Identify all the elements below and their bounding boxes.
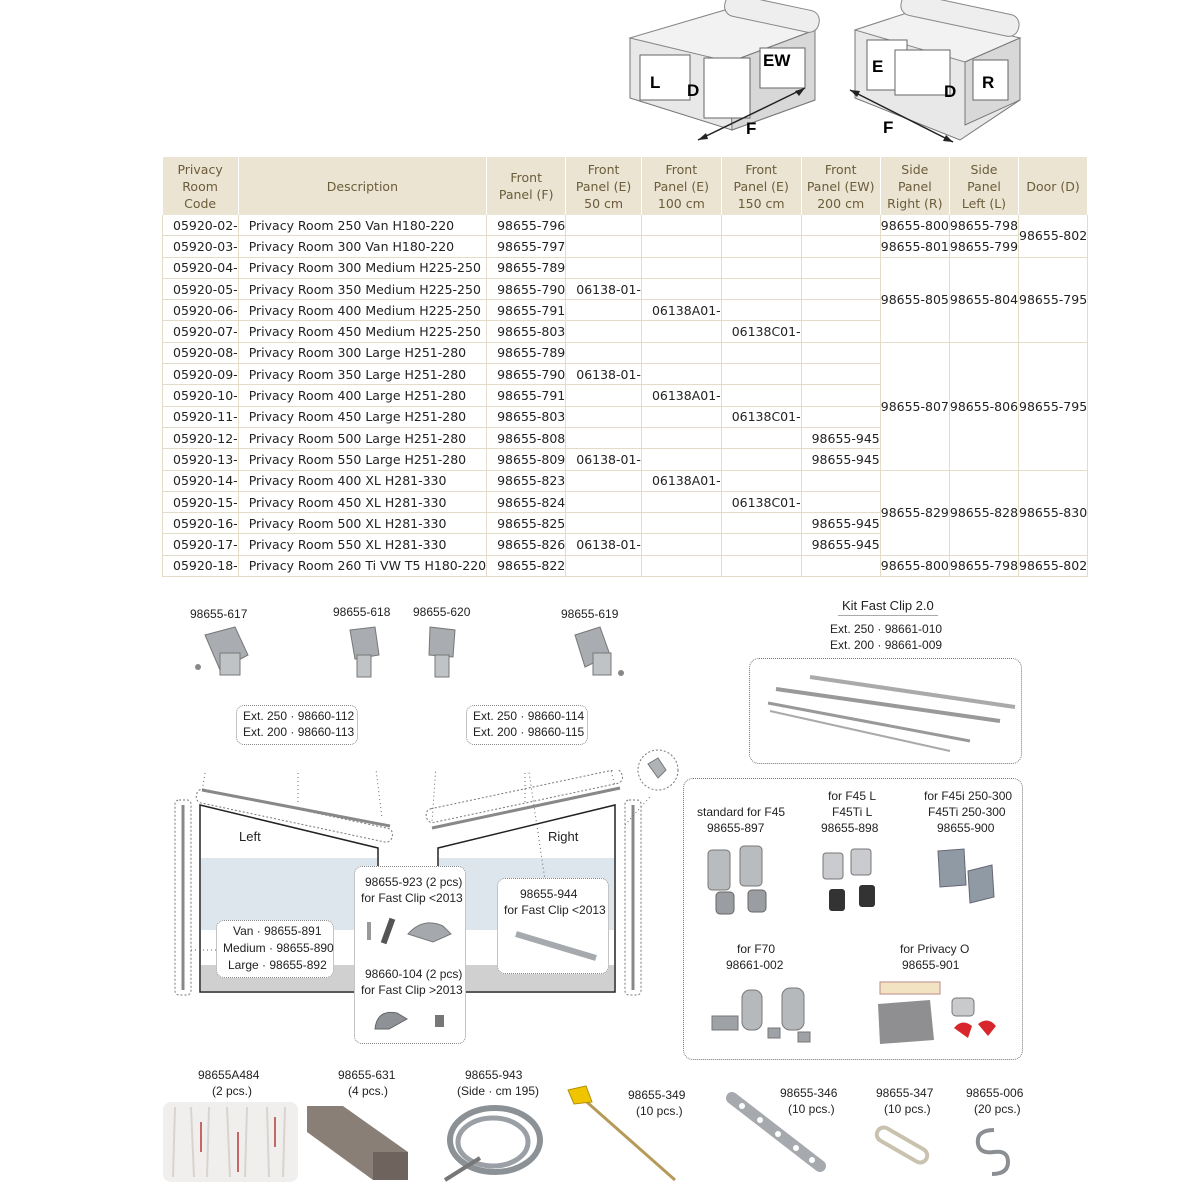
door-cell: 98655-802 xyxy=(1019,555,1088,576)
part-98660-104-note: for Fast Clip >2013 xyxy=(361,983,463,997)
label-EW: EW xyxy=(763,51,791,70)
pole-van: Van · 98655-891 xyxy=(233,924,322,938)
table-cell: 98655-945 xyxy=(801,513,880,534)
table-cell: 05920-09- xyxy=(163,364,239,385)
table-cell xyxy=(566,427,642,448)
table-cell xyxy=(801,321,880,342)
table-cell xyxy=(801,555,880,576)
table-cell xyxy=(566,513,642,534)
acc-98655-631-code: 98655-631 xyxy=(338,1068,396,1082)
table-cell xyxy=(641,491,721,512)
part-98655-923: 98655-923 (2 pcs) xyxy=(365,875,463,889)
side-panel-right-cell: 98655-805 xyxy=(880,257,949,342)
acc-hook-image xyxy=(968,1124,1018,1179)
header-8: Side Panel Left (L) xyxy=(949,157,1018,215)
table-cell: 06138C01- xyxy=(721,321,801,342)
part-98655-944: 98655-944 xyxy=(520,887,578,901)
table-cell: 05920-10- xyxy=(163,385,239,406)
table-cell: 05920-16- xyxy=(163,513,239,534)
ext-left-250: Ext. 250 · 98660-112 xyxy=(243,709,355,723)
acc-zipper-image xyxy=(435,1100,545,1185)
acc-98655-631-qty: (4 pcs.) xyxy=(348,1084,389,1098)
header-4: Front Panel (E) 100 cm xyxy=(641,157,721,215)
table-cell xyxy=(721,513,801,534)
table-cell: Privacy Room 250 Van H180-220 xyxy=(238,215,486,236)
clip-magnifier-icon xyxy=(636,748,681,793)
ext-left-200: Ext. 200 · 98660-113 xyxy=(243,725,355,739)
acc-98655-347-qty: (10 pcs.) xyxy=(884,1102,931,1116)
table-cell: 05920-02- xyxy=(163,215,239,236)
acc-98655-006-code: 98655-006 xyxy=(966,1086,1024,1100)
table-cell xyxy=(641,513,721,534)
side-panel-right-cell: 98655-807 xyxy=(880,342,949,470)
clip-f45l-label: for F45 L xyxy=(828,789,877,803)
clip-f45ti-label: F45Ti 250-300 xyxy=(928,805,1006,819)
part-98655-620-label: 98655-620 xyxy=(413,605,471,619)
kit-rails-image xyxy=(750,659,1021,763)
table-cell: 05920-03- xyxy=(163,236,239,257)
table-cell: Privacy Room 450 XL H281-330 xyxy=(238,491,486,512)
pole-sizes-box xyxy=(216,920,334,978)
label-L: L xyxy=(650,73,661,92)
clip-f45til-label: F45Ti L xyxy=(832,805,873,819)
label-E: E xyxy=(872,57,884,76)
header-5: Front Panel (E) 150 cm xyxy=(721,157,801,215)
table-cell xyxy=(721,534,801,555)
ext-right-200: Ext. 200 · 98660-115 xyxy=(473,725,585,739)
table-cell: 05920-05- xyxy=(163,278,239,299)
clip-std-label: standard for F45 xyxy=(697,805,786,819)
table-cell xyxy=(801,236,880,257)
table-cell: Privacy Room 350 Medium H225-250 xyxy=(238,278,486,299)
table-cell: 06138-01- xyxy=(566,534,642,555)
table-cell xyxy=(641,342,721,363)
table-cell: Privacy Room 300 Large H251-280 xyxy=(238,342,486,363)
table-cell: 06138C01- xyxy=(721,491,801,512)
table-cell xyxy=(641,406,721,427)
table-cell: 06138A01- xyxy=(641,300,721,321)
table-cell xyxy=(641,321,721,342)
clip-f45l-code: 98655-898 xyxy=(821,821,879,835)
clip-f70-label: for F70 xyxy=(737,942,776,956)
clip-f70-image xyxy=(708,980,828,1050)
table-cell xyxy=(721,364,801,385)
table-body xyxy=(163,215,1088,577)
acc-peg-image xyxy=(560,1082,680,1182)
table-cell xyxy=(721,236,801,257)
table-cell xyxy=(566,406,642,427)
table-cell: 05920-15- xyxy=(163,491,239,512)
left-panel-label: Left xyxy=(239,829,261,844)
table-cell: 05920-12- xyxy=(163,427,239,448)
table-cell: 98655-825 xyxy=(487,513,566,534)
header-9: Door (D) xyxy=(1019,157,1088,215)
door-cell: 98655-830 xyxy=(1019,470,1088,555)
table-row xyxy=(163,470,1088,491)
table-cell: 05920-13- xyxy=(163,449,239,470)
table-cell: 06138A01- xyxy=(641,470,721,491)
awning-diagram-left xyxy=(620,0,820,150)
ext-left-box xyxy=(236,705,358,745)
table-cell: Privacy Room 500 Large H251-280 xyxy=(238,427,486,448)
table-cell: 98655-823 xyxy=(487,470,566,491)
table-cell xyxy=(721,449,801,470)
table-cell xyxy=(641,236,721,257)
table-cell xyxy=(801,342,880,363)
part-98655-923-image xyxy=(363,912,458,952)
table-cell: 98655-796 xyxy=(487,215,566,236)
table-cell: 06138A01- xyxy=(641,385,721,406)
kit-ext-250: Ext. 250 · 98661-010 xyxy=(830,622,943,636)
side-panel-right-cell: 98655-801 xyxy=(880,236,949,257)
acc-block-image xyxy=(303,1102,413,1182)
label-D: D xyxy=(687,81,700,100)
table-cell xyxy=(641,534,721,555)
table-cell xyxy=(566,215,642,236)
table-cell xyxy=(641,257,721,278)
part-98655-944-box xyxy=(497,878,609,974)
acc-98655A484-code: 98655A484 xyxy=(198,1068,260,1082)
table-cell xyxy=(721,342,801,363)
table-cell: Privacy Room 450 Medium H225-250 xyxy=(238,321,486,342)
side-panel-left-cell: 98655-804 xyxy=(949,257,1018,342)
table-cell: 98655-797 xyxy=(487,236,566,257)
table-row xyxy=(163,236,1088,257)
table-cell xyxy=(641,364,721,385)
table-cell: 98655-789 xyxy=(487,342,566,363)
side-panel-right-cell: 98655-800 xyxy=(880,555,949,576)
pole-large: Large · 98655-892 xyxy=(228,958,327,972)
table-cell xyxy=(641,449,721,470)
table-cell: 05920-04- xyxy=(163,257,239,278)
table-cell: 98655-826 xyxy=(487,534,566,555)
clip-privacy-label: for Privacy O xyxy=(900,942,970,956)
header-3: Front Panel (E) 50 cm xyxy=(566,157,642,215)
table-cell xyxy=(721,215,801,236)
table-cell xyxy=(641,555,721,576)
table-cell: Privacy Room 400 Large H251-280 xyxy=(238,385,486,406)
table-cell xyxy=(641,215,721,236)
side-panel-left-cell: 98655-806 xyxy=(949,342,1018,470)
fast-clip-parts-box xyxy=(354,866,466,1044)
table-cell: Privacy Room 500 XL H281-330 xyxy=(238,513,486,534)
acc-98655-346-code: 98655-346 xyxy=(780,1086,838,1100)
table-header-row xyxy=(163,157,1088,215)
part-98655-944-image xyxy=(508,924,603,969)
table-cell xyxy=(566,236,642,257)
table-cell xyxy=(721,555,801,576)
table-row xyxy=(163,342,1088,363)
clip-std-code: 98655-897 xyxy=(707,821,765,835)
table-cell: 06138C01- xyxy=(721,406,801,427)
table-cell: 98655-791 xyxy=(487,300,566,321)
table-cell xyxy=(801,215,880,236)
part-98655-944-note: for Fast Clip <2013 xyxy=(504,903,606,917)
awning-diagram-right xyxy=(845,0,1025,150)
table-cell xyxy=(801,491,880,512)
header-0: Privacy Room Code xyxy=(163,157,239,215)
table-cell xyxy=(566,342,642,363)
table-cell: Privacy Room 550 XL H281-330 xyxy=(238,534,486,555)
part-98655-923-note: for Fast Clip <2013 xyxy=(361,891,463,905)
table-cell: 98655-808 xyxy=(487,427,566,448)
table-cell: 98655-791 xyxy=(487,385,566,406)
table-cell: 06138-01- xyxy=(566,278,642,299)
table-row xyxy=(163,215,1088,236)
table-cell xyxy=(641,278,721,299)
table-cell xyxy=(801,364,880,385)
acc-98655-943-desc: (Side · cm 195) xyxy=(457,1084,540,1098)
door-cell: 98655-795 xyxy=(1019,257,1088,342)
clip-f45i-label: for F45i 250-300 xyxy=(924,789,1013,803)
table-cell: 98655-945 xyxy=(801,427,880,448)
acc-98655-349-code: 98655-349 xyxy=(628,1088,686,1102)
table-cell: Privacy Room 350 Large H251-280 xyxy=(238,364,486,385)
kit-fast-clip-title: Kit Fast Clip 2.0 xyxy=(838,598,938,616)
table-cell xyxy=(566,470,642,491)
label-F: F xyxy=(746,119,757,138)
pole-medium: Medium · 98655-890 xyxy=(223,941,334,955)
header-2: Front Panel (F) xyxy=(487,157,566,215)
part-98660-104-image xyxy=(367,1005,457,1035)
table-row xyxy=(163,257,1088,278)
table-cell: 98655-790 xyxy=(487,278,566,299)
label-D-right: D xyxy=(944,82,957,101)
table-cell xyxy=(721,257,801,278)
right-panel-label: Right xyxy=(548,829,579,844)
table-cell: 98655-824 xyxy=(487,491,566,512)
clip-f45i-image xyxy=(930,845,1010,920)
table-cell: 98655-790 xyxy=(487,364,566,385)
table-cell xyxy=(721,470,801,491)
acc-98655-346-qty: (10 pcs.) xyxy=(788,1102,835,1116)
part-98655-619-image xyxy=(565,625,630,685)
part-98655-618-image xyxy=(345,625,385,680)
clip-privacy-code: 98655-901 xyxy=(902,958,960,972)
table-cell xyxy=(566,555,642,576)
ext-right-box xyxy=(466,705,588,745)
table-cell: 05920-06- xyxy=(163,300,239,321)
table-cell: Privacy Room 450 Large H251-280 xyxy=(238,406,486,427)
privacy-room-table xyxy=(162,157,1088,577)
table-cell xyxy=(721,427,801,448)
acc-98655-006-qty: (20 pcs.) xyxy=(974,1102,1021,1116)
table-cell: Privacy Room 550 Large H251-280 xyxy=(238,449,486,470)
table-cell xyxy=(801,406,880,427)
side-panel-left-cell: 98655-798 xyxy=(949,555,1018,576)
part-98655-617-image xyxy=(190,625,260,685)
clip-f45i-code: 98655-900 xyxy=(937,821,995,835)
table-cell: 05920-14- xyxy=(163,470,239,491)
table-cell xyxy=(721,278,801,299)
label-R: R xyxy=(982,73,995,92)
side-panel-right-cell: 98655-829 xyxy=(880,470,949,555)
part-98655-620-image xyxy=(425,625,465,680)
table-cell: 05920-18- xyxy=(163,555,239,576)
acc-fabric-image xyxy=(163,1102,298,1182)
table-cell xyxy=(801,257,880,278)
table-cell: 98655-789 xyxy=(487,257,566,278)
table-cell: 05920-11- xyxy=(163,406,239,427)
header-6: Front Panel (EW) 200 cm xyxy=(801,157,880,215)
clip-std-image xyxy=(702,840,782,920)
table-cell xyxy=(566,300,642,321)
side-panel-left-cell: 98655-798 xyxy=(949,215,1018,236)
table-cell: Privacy Room 400 Medium H225-250 xyxy=(238,300,486,321)
part-98660-104: 98660-104 (2 pcs) xyxy=(365,967,463,981)
clip-f70-code: 98661-002 xyxy=(726,958,784,972)
table-row xyxy=(163,555,1088,576)
table-cell xyxy=(566,321,642,342)
kit-fast-clip-box xyxy=(749,658,1022,764)
acc-98655-349-qty: (10 pcs.) xyxy=(636,1104,683,1118)
table-cell xyxy=(721,300,801,321)
table-cell: Privacy Room 300 Van H180-220 xyxy=(238,236,486,257)
table-cell xyxy=(801,278,880,299)
table-cell: Privacy Room 300 Medium H225-250 xyxy=(238,257,486,278)
table-cell xyxy=(566,491,642,512)
part-98655-617-label: 98655-617 xyxy=(190,607,248,621)
table-cell xyxy=(641,427,721,448)
table-cell: 98655-822 xyxy=(487,555,566,576)
ext-right-250: Ext. 250 · 98660-114 xyxy=(473,709,585,723)
table-cell: 98655-803 xyxy=(487,321,566,342)
acc-98655-943-code: 98655-943 xyxy=(465,1068,523,1082)
table-cell: 98655-945 xyxy=(801,534,880,555)
table-cell: 05920-08- xyxy=(163,342,239,363)
header-7: Side Panel Right (R) xyxy=(880,157,949,215)
table-cell xyxy=(566,257,642,278)
door-cell: 98655-795 xyxy=(1019,342,1088,470)
table-cell xyxy=(801,385,880,406)
table-cell xyxy=(801,470,880,491)
clip-privacy-image xyxy=(870,980,1010,1050)
table-cell xyxy=(566,385,642,406)
table-cell: 06138-01- xyxy=(566,449,642,470)
table-cell xyxy=(721,385,801,406)
table-cell: 06138-01- xyxy=(566,364,642,385)
table-cell: 98655-809 xyxy=(487,449,566,470)
table-cell: Privacy Room 260 Ti VW T5 H180-220 xyxy=(238,555,486,576)
acc-98655A484-qty: (2 pcs.) xyxy=(212,1084,253,1098)
table-cell: 98655-945 xyxy=(801,449,880,470)
header-1: Description xyxy=(238,157,486,215)
acc-strap-image xyxy=(720,1088,830,1178)
table-cell: 05920-07- xyxy=(163,321,239,342)
table-cell: Privacy Room 400 XL H281-330 xyxy=(238,470,486,491)
table-cell: 05920-17- xyxy=(163,534,239,555)
acc-98655-347-code: 98655-347 xyxy=(876,1086,934,1100)
part-98655-618-label: 98655-618 xyxy=(333,605,391,619)
clip-f45l-image xyxy=(815,845,895,920)
table-cell: 98655-803 xyxy=(487,406,566,427)
acc-loop-image xyxy=(872,1124,932,1174)
label-F-right: F xyxy=(883,118,894,137)
part-98655-619-label: 98655-619 xyxy=(561,607,619,621)
kit-ext-200: Ext. 200 · 98661-009 xyxy=(830,638,943,652)
side-panel-left-cell: 98655-828 xyxy=(949,470,1018,555)
side-panel-left-cell: 98655-799 xyxy=(949,236,1018,257)
table-cell xyxy=(801,300,880,321)
door-cell: 98655-802 xyxy=(1019,215,1088,257)
side-panel-right-cell: 98655-800 xyxy=(880,215,949,236)
